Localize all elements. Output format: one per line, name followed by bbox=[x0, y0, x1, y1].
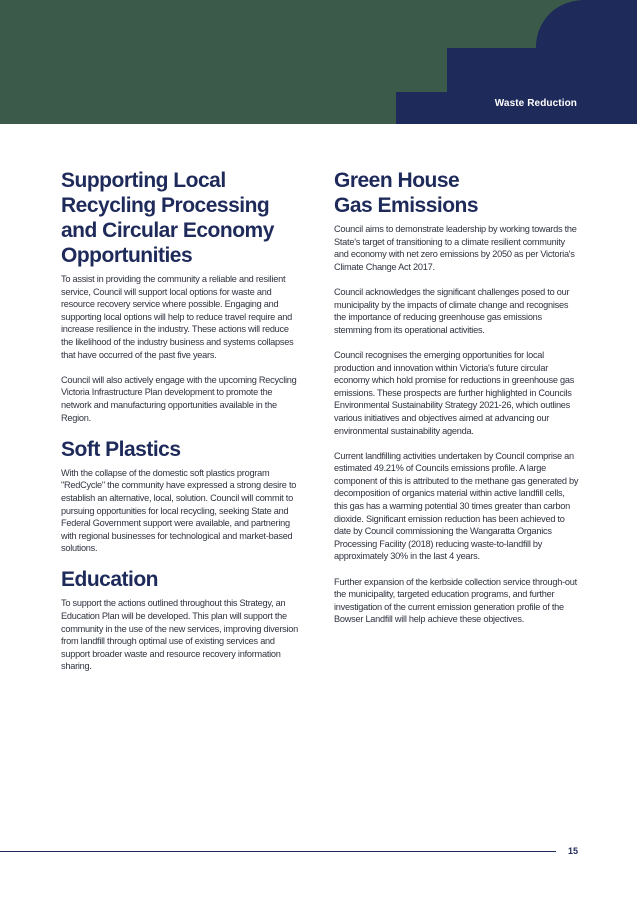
heading-greenhouse-gas: Green House Gas Emissions bbox=[334, 169, 479, 217]
paragraph: Council aims to demonstrate leadership by working towards the State's target of transitioning to a climate resilient community and economy with net zero emissions by 2050 as per Victoria's Climate Change Act 2017. bbox=[334, 224, 577, 272]
section-education bbox=[61, 567, 299, 673]
section-local-recycling bbox=[61, 168, 299, 424]
section-label: Waste Reduction bbox=[494, 98, 577, 109]
paragraph: Council will also actively engage with the upcoming Recycling Victoria Infrastructure Plan development to promote the network and manufacturing opportunities available in the Region. bbox=[61, 374, 297, 423]
paragraph: Current landfilling activities undertaken by Council comprise an estimated 49.21% of Councils emissions profile. A large component of this is attributed to the methane gas generated by decomposition of organics material within active landfill cells, this gas has a warming potential 30 times greater than carbon dioxide. Significant emission reduction has been achieved to date by Council commissioning the Wangaratta Organics Processing Facility (2018) reducing waste-to-landfill by approximately 30% in the last 4 years. bbox=[334, 450, 579, 562]
paragraph: To support the actions outlined throughout this Strategy, an Education Plan will be developed. This plan will support the community in the use of the new services, improving diversion from landfill through optimal use of existing services and support broader waste and resource recovery information sharing. bbox=[61, 598, 299, 672]
paragraph: Council acknowledges the significant challenges posed to our municipality by the impacts of climate change and recognises the importance of reducing greenhouse gas emissions stemming from its operational activities. bbox=[334, 286, 570, 335]
page-number: 15 bbox=[568, 846, 579, 856]
footer-rule bbox=[0, 851, 556, 852]
heading-education: Education bbox=[61, 568, 159, 592]
left-column bbox=[61, 168, 299, 686]
heading-local-recycling: Supporting Local Recycling Processing and Circular Economy Opportunities bbox=[61, 169, 274, 267]
heading-soft-plastics: Soft Plastics bbox=[61, 437, 181, 461]
paragraph: With the collapse of the domestic soft plastics program "RedCycle" the community have expressed a strong desire to establish an alternative, local, solution. Council will commit to pursuing opportunities for local recycling, seeking State and Federal Government support were available, and partnering with regional businesses for technological and market-based solutions. bbox=[61, 467, 297, 554]
paragraph: Council recognises the emerging opportunities for local production and innovation within Victoria's future circular economy which hold promise for reductions in greenhouse gas emissions. These prospects are further highlighted in Councils Environmental Sustainability Strategy 2021-26, which outlines various initiatives and objectives aimed at advancing our environmental sustainability agenda. bbox=[334, 349, 575, 436]
right-column bbox=[334, 168, 580, 639]
paragraph: Further expansion of the kerbside collection service through-out the municipality, targeted education programs, and further investigation of the current emission generation profile of the Bowser Landfill will help achieve these objectives. bbox=[334, 576, 577, 625]
section-soft-plastics bbox=[61, 437, 299, 555]
paragraph: To assist in providing the community a reliable and resilient service, Council will support local options for waste and resource recovery service where possible. Engaging and supporting local options will help to reduce travel require and increase resilience in the industry. These actions will reduce the likelihood of the industry business and systems collapses that have occurred of the past five years. bbox=[61, 274, 294, 360]
header-band bbox=[0, 0, 637, 124]
